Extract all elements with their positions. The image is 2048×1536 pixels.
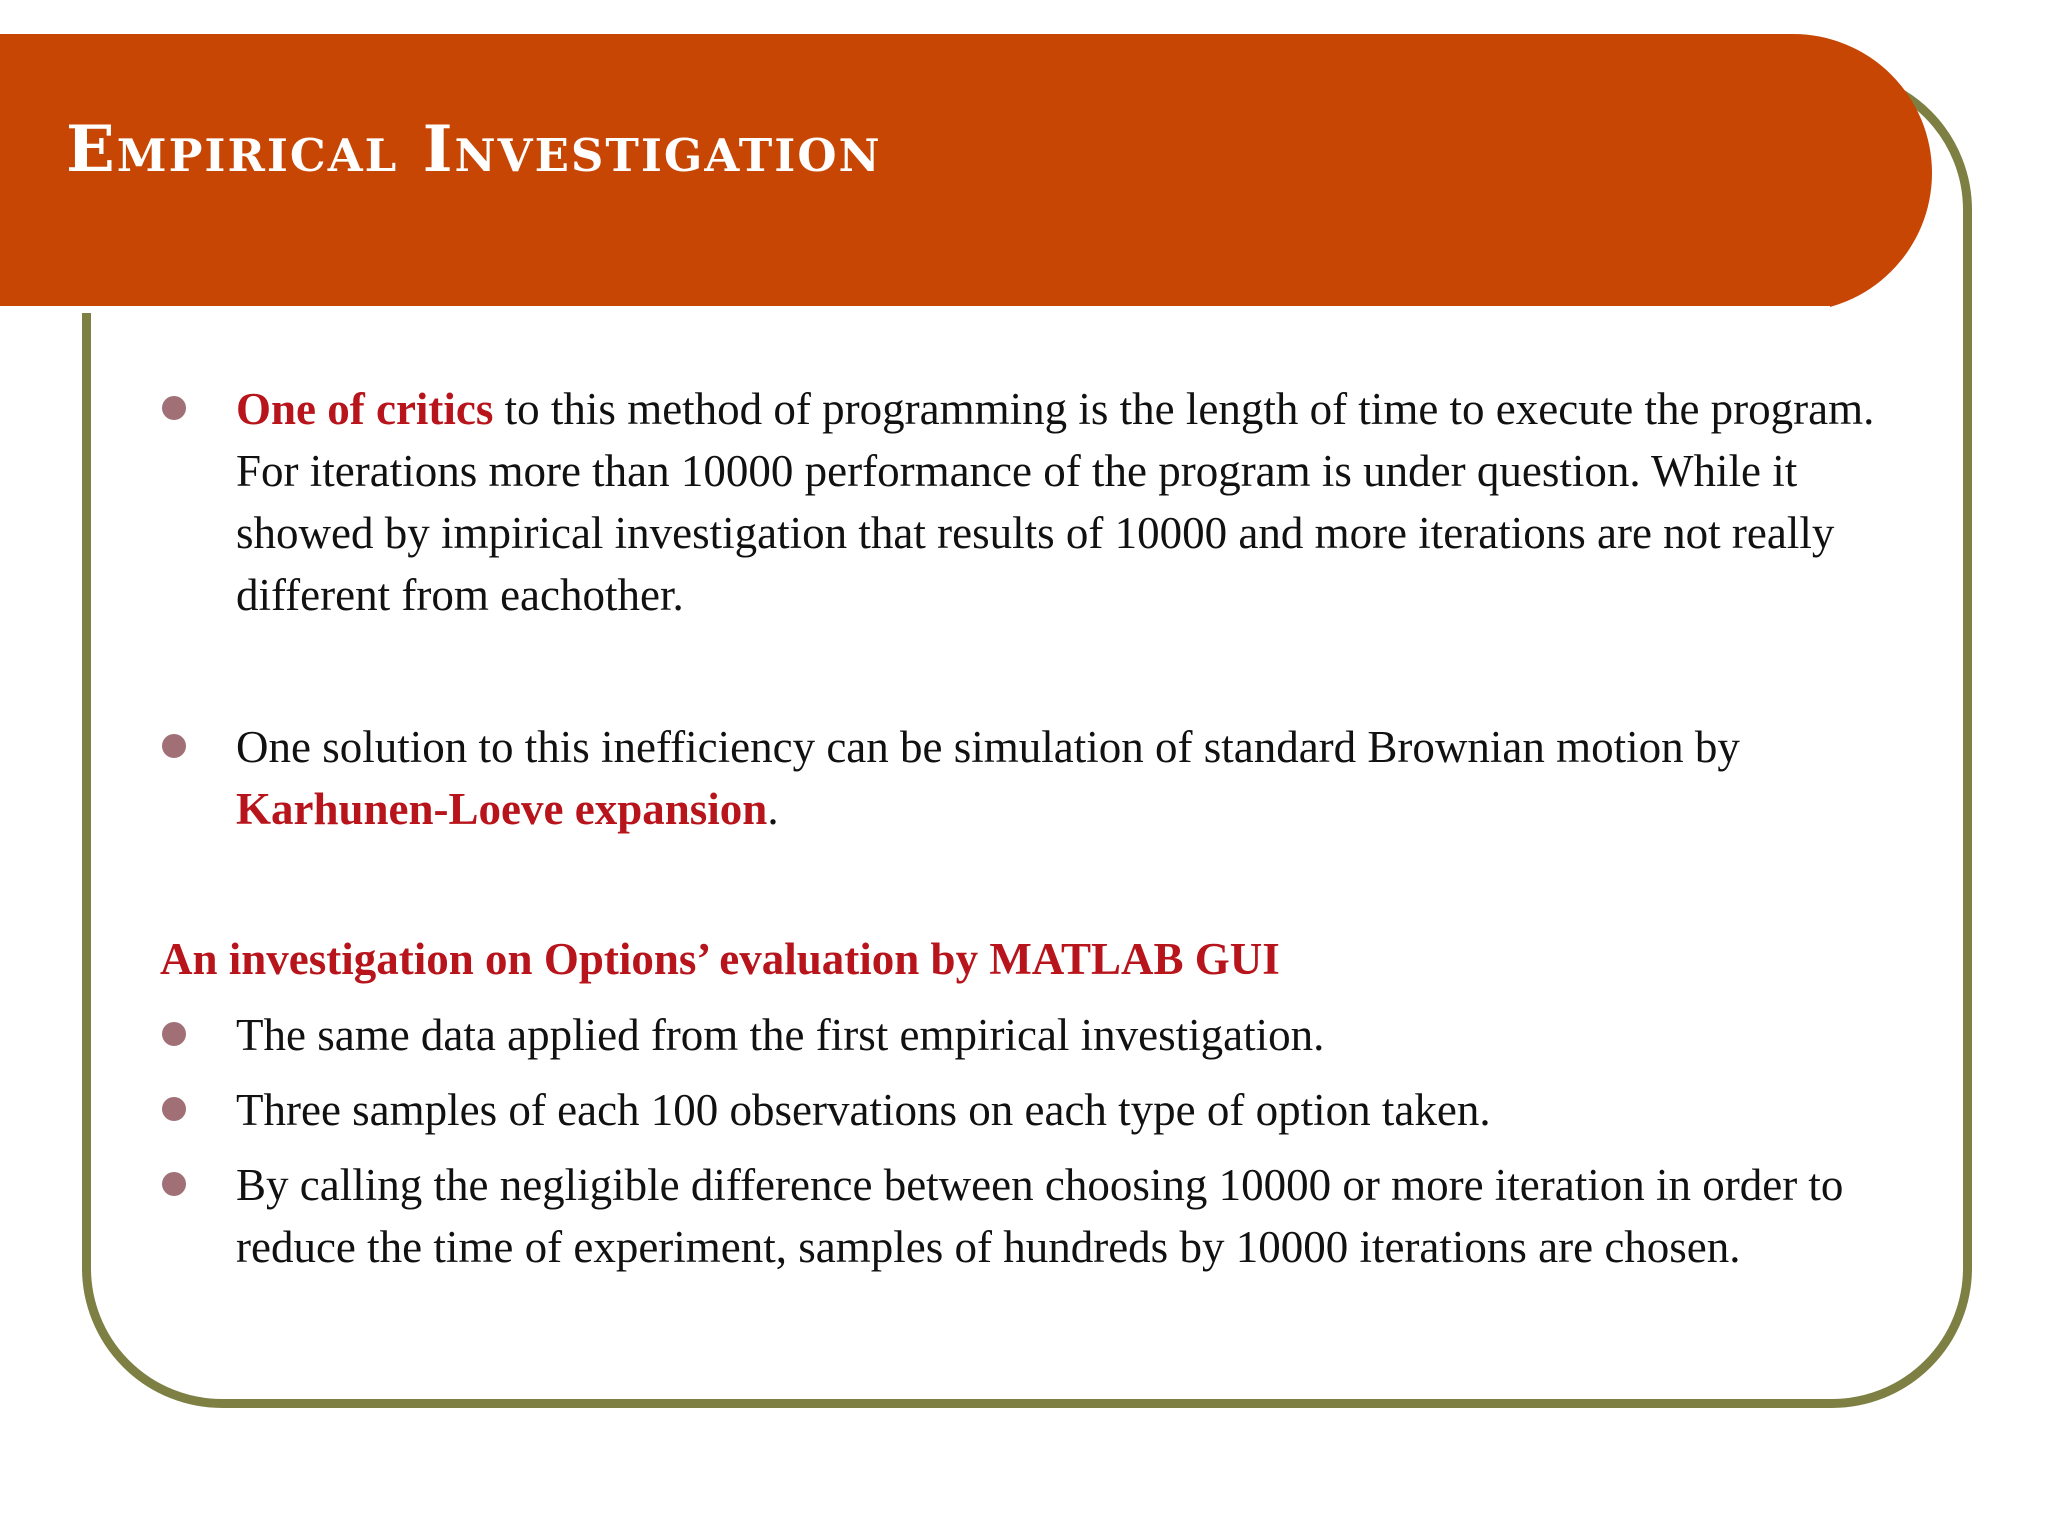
bullet-samples	[236, 1079, 1926, 1141]
bullet-iterations	[236, 1154, 1926, 1278]
bullet-dot-icon	[162, 734, 186, 758]
bullet-text-end: .	[767, 784, 779, 834]
bullet-text: to this method of programming is the length of time to execute the program. For iterations more than 10000 performance of the program is under question. While it showed by impirical investigation that results of 10000 and more iterations are not really different from eachother.	[236, 384, 1875, 620]
bullet-highlight: Karhunen-Loeve expansion	[236, 784, 768, 834]
section-heading: An investigation on Options’ evaluation by MATLAB GUI	[160, 934, 1280, 984]
slide-title: Empirical Investigation	[66, 112, 882, 187]
bullet-solution	[236, 716, 1926, 840]
bullet-dot-icon	[162, 1022, 186, 1046]
bullet-text: The same data applied from the first empirical investigation.	[236, 1010, 1325, 1060]
bullet-critics	[236, 378, 1926, 626]
bullet-dot-icon	[162, 396, 186, 420]
bullet-highlight: One of critics	[236, 384, 494, 434]
bullet-same-data	[236, 1004, 1926, 1066]
bullet-text: One solution to this inefficiency can be simulation of standard Brownian motion by	[236, 722, 1740, 772]
bullet-dot-icon	[162, 1172, 186, 1196]
bullet-dot-icon	[162, 1097, 186, 1121]
bullet-text: Three samples of each 100 observations on each type of option taken.	[236, 1085, 1491, 1135]
bullet-text: By calling the negligible difference between choosing 10000 or more iteration in order to reduce the time of experiment, samples of hundreds by 10000 iterations are chosen.	[236, 1160, 1844, 1272]
